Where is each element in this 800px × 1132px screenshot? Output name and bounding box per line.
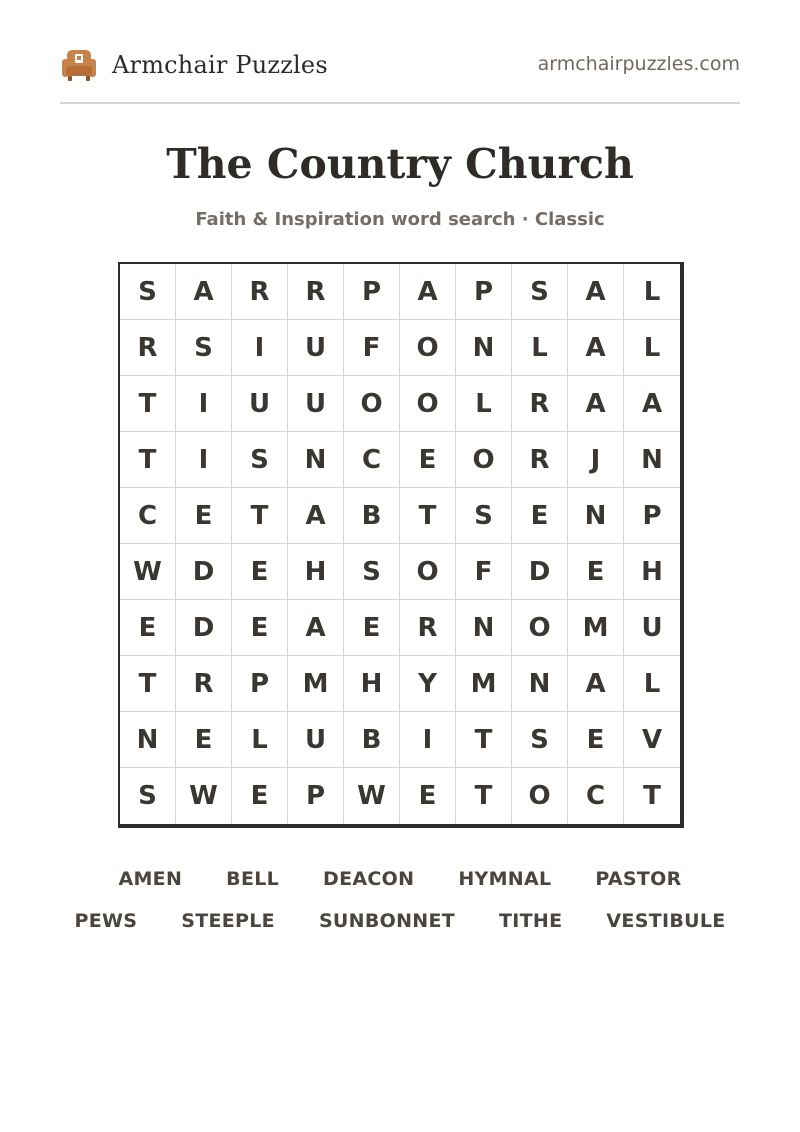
grid-cell[interactable]: P bbox=[624, 488, 680, 544]
grid-cell[interactable]: E bbox=[176, 712, 232, 768]
grid-cell[interactable]: T bbox=[643, 781, 661, 811]
grid-cell[interactable]: U bbox=[288, 376, 344, 432]
grid-cell[interactable]: A bbox=[568, 320, 624, 376]
grid-cell[interactable]: W bbox=[176, 768, 232, 824]
grid-cell[interactable]: R bbox=[512, 376, 568, 432]
grid-cell[interactable]: L bbox=[512, 320, 568, 376]
grid-cell[interactable]: O bbox=[344, 376, 400, 432]
grid-cell[interactable]: A bbox=[400, 264, 456, 320]
grid-cell[interactable]: M bbox=[288, 656, 344, 712]
grid-cell[interactable]: C bbox=[568, 768, 624, 824]
word-search-grid[interactable] bbox=[118, 262, 684, 828]
word-list bbox=[0, 858, 800, 942]
grid-cell[interactable]: M bbox=[456, 656, 512, 712]
grid-cell[interactable]: O bbox=[400, 544, 456, 600]
grid-cell[interactable]: N bbox=[456, 320, 512, 376]
grid-cell[interactable]: A bbox=[568, 376, 624, 432]
grid-cell[interactable]: N bbox=[512, 656, 568, 712]
grid-cell[interactable]: T bbox=[120, 432, 176, 488]
word-list-item: AMEN bbox=[118, 868, 183, 890]
grid-cell[interactable]: A bbox=[288, 488, 344, 544]
grid-cell[interactable]: Y bbox=[400, 656, 456, 712]
grid-cell[interactable]: R bbox=[120, 320, 176, 376]
grid-cell[interactable]: P bbox=[456, 264, 512, 320]
grid-cell[interactable]: S bbox=[120, 768, 176, 824]
grid-cell[interactable]: L bbox=[624, 656, 680, 712]
grid-cell[interactable]: O bbox=[400, 376, 456, 432]
grid-cell[interactable]: E bbox=[232, 768, 288, 824]
grid-cell[interactable]: W bbox=[120, 544, 176, 600]
grid-cell[interactable]: L bbox=[624, 320, 680, 376]
puzzle-subtitle: Faith & Inspiration word search · Classic bbox=[195, 209, 605, 230]
grid-cell[interactable]: R bbox=[512, 432, 568, 488]
grid-cell[interactable]: H bbox=[288, 544, 344, 600]
word-list-row bbox=[0, 858, 800, 900]
grid-cell[interactable]: R bbox=[400, 600, 456, 656]
grid-cell[interactable]: S bbox=[120, 264, 176, 320]
grid-cell[interactable]: O bbox=[400, 320, 456, 376]
grid-cell[interactable]: N bbox=[568, 488, 624, 544]
word-list-item: SUNBONNET bbox=[318, 910, 456, 932]
grid-cell[interactable]: E bbox=[176, 488, 232, 544]
puzzle-title: The Country Church bbox=[166, 140, 634, 188]
grid-cell[interactable]: E bbox=[344, 600, 400, 656]
grid-cell[interactable]: N bbox=[120, 712, 176, 768]
word-list-item: PEWS bbox=[74, 910, 138, 932]
grid-cell[interactable]: P bbox=[344, 264, 400, 320]
grid-cell[interactable]: F bbox=[456, 544, 512, 600]
grid-cell[interactable]: L bbox=[624, 264, 680, 320]
grid-cell[interactable]: I bbox=[176, 376, 232, 432]
grid-cell[interactable]: T bbox=[232, 488, 288, 544]
grid-cell[interactable]: F bbox=[344, 320, 400, 376]
header-divider bbox=[60, 102, 740, 104]
grid-cell[interactable]: T bbox=[120, 656, 176, 712]
grid-cell[interactable]: C bbox=[120, 488, 176, 544]
grid-cell[interactable]: R bbox=[176, 656, 232, 712]
grid-cell[interactable]: E bbox=[120, 600, 176, 656]
grid-cell[interactable]: U bbox=[288, 320, 344, 376]
grid-cell[interactable]: E bbox=[568, 712, 624, 768]
grid-cell[interactable]: D bbox=[512, 544, 568, 600]
grid-cell[interactable]: T bbox=[456, 768, 512, 824]
word-list-item: PASTOR bbox=[595, 868, 682, 890]
grid-cell[interactable]: O bbox=[512, 768, 568, 824]
grid-cell[interactable]: A bbox=[568, 656, 624, 712]
grid-cell[interactable]: W bbox=[344, 768, 400, 824]
grid-cell[interactable]: B bbox=[344, 488, 400, 544]
grid-cell[interactable]: R bbox=[232, 264, 288, 320]
armchair-icon bbox=[60, 46, 98, 84]
grid-cell[interactable]: S bbox=[232, 432, 288, 488]
grid-cell[interactable]: N bbox=[624, 432, 680, 488]
grid-cell[interactable]: I bbox=[176, 432, 232, 488]
grid-cell[interactable]: U bbox=[232, 376, 288, 432]
grid-cell[interactable]: O bbox=[512, 600, 568, 656]
grid-cell[interactable]: M bbox=[568, 600, 624, 656]
grid-cell[interactable]: A bbox=[624, 376, 680, 432]
word-list-item: VESTIBULE bbox=[606, 910, 726, 932]
grid-cell[interactable]: V bbox=[624, 712, 680, 768]
word-list-item: BELL bbox=[226, 868, 280, 890]
grid-cell[interactable]: U bbox=[624, 600, 680, 656]
grid-cell[interactable]: E bbox=[568, 544, 624, 600]
grid-cell[interactable]: B bbox=[344, 712, 400, 768]
word-list-item: DEACON bbox=[323, 868, 415, 890]
grid-cell[interactable]: S bbox=[176, 320, 232, 376]
site-url[interactable]: armchairpuzzles.com bbox=[537, 53, 740, 75]
grid-cell[interactable]: A bbox=[176, 264, 232, 320]
grid-cell[interactable]: H bbox=[344, 656, 400, 712]
grid-cell[interactable]: A bbox=[288, 600, 344, 656]
grid-cell[interactable]: I bbox=[400, 712, 456, 768]
grid-cell[interactable]: D bbox=[176, 544, 232, 600]
grid-cell[interactable]: E bbox=[232, 544, 288, 600]
grid-cell[interactable]: N bbox=[288, 432, 344, 488]
grid-cell[interactable]: T bbox=[120, 376, 176, 432]
grid-cell[interactable]: P bbox=[232, 656, 288, 712]
word-list-item: HYMNAL bbox=[458, 868, 552, 890]
brand-name: Armchair Puzzles bbox=[112, 51, 328, 79]
grid-cell[interactable]: C bbox=[344, 432, 400, 488]
grid-cell[interactable]: E bbox=[232, 600, 288, 656]
grid-cell[interactable]: E bbox=[400, 768, 456, 824]
grid-cell[interactable]: S bbox=[456, 488, 512, 544]
grid-cell[interactable]: T bbox=[456, 712, 512, 768]
grid-cell[interactable]: R bbox=[288, 264, 344, 320]
grid-cell[interactable]: S bbox=[344, 544, 400, 600]
grid-cell[interactable]: S bbox=[512, 712, 568, 768]
page-header bbox=[60, 40, 740, 90]
word-list-item: TITHE bbox=[499, 910, 563, 932]
grid-cell[interactable]: E bbox=[512, 488, 568, 544]
grid-cell[interactable]: A bbox=[568, 264, 624, 320]
grid-cell[interactable]: N bbox=[456, 600, 512, 656]
grid-cell[interactable]: O bbox=[456, 432, 512, 488]
grid-cell[interactable]: H bbox=[624, 544, 680, 600]
grid-cell[interactable]: P bbox=[288, 768, 344, 824]
grid-cell[interactable]: D bbox=[176, 600, 232, 656]
grid-cell[interactable]: I bbox=[232, 320, 288, 376]
grid-cell[interactable]: L bbox=[232, 712, 288, 768]
grid-cell[interactable]: E bbox=[400, 432, 456, 488]
word-list-item: STEEPLE bbox=[181, 910, 275, 932]
grid-cell[interactable]: T bbox=[400, 488, 456, 544]
word-list-row bbox=[0, 900, 800, 942]
grid-cell[interactable]: S bbox=[512, 264, 568, 320]
grid-cell[interactable]: L bbox=[456, 376, 512, 432]
grid-cell[interactable]: U bbox=[288, 712, 344, 768]
grid-cell[interactable]: J bbox=[568, 432, 624, 488]
brand bbox=[60, 46, 328, 84]
